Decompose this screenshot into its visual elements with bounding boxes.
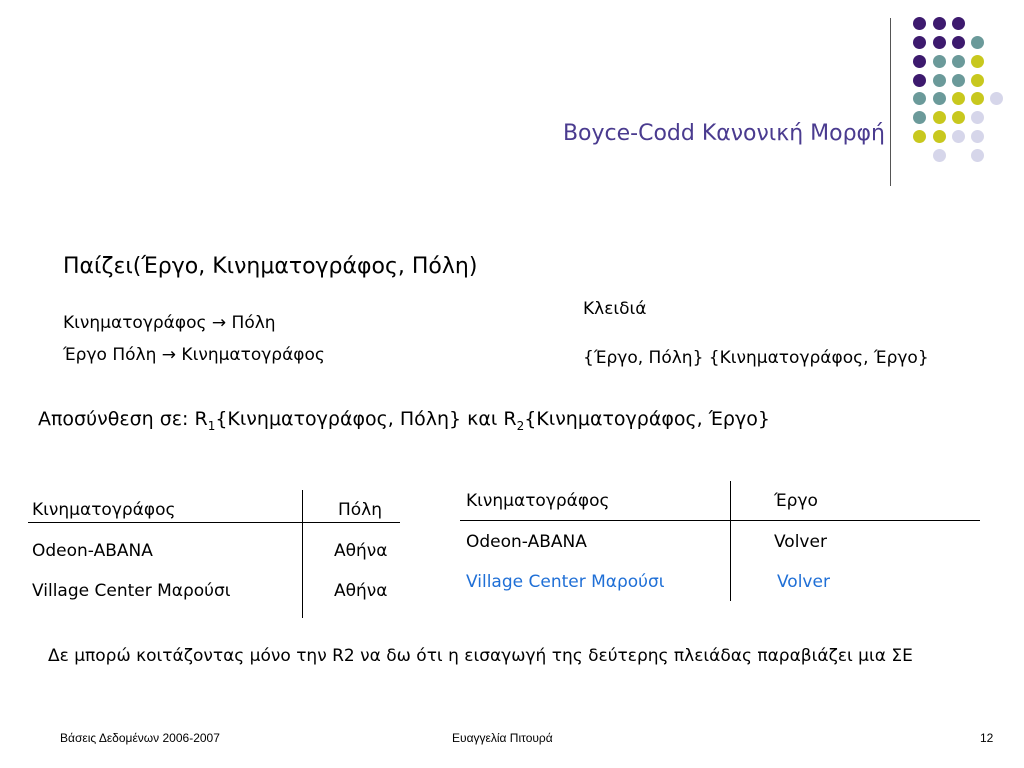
arrow-icon: → bbox=[161, 345, 177, 365]
table-header: Έργο bbox=[774, 491, 818, 511]
dot bbox=[933, 130, 946, 143]
dot bbox=[933, 17, 946, 30]
arrow-icon: → bbox=[211, 313, 227, 333]
table-divider-horizontal bbox=[460, 520, 980, 521]
keys-label: Κλειδιά bbox=[583, 299, 647, 319]
table-cell: Village Center Μαρούσι bbox=[32, 581, 231, 601]
dot bbox=[933, 36, 946, 49]
table-divider-vertical bbox=[730, 481, 731, 601]
dot bbox=[971, 111, 984, 124]
functional-dependency bbox=[63, 345, 325, 365]
dot bbox=[952, 17, 965, 30]
subscript-2: 2 bbox=[516, 418, 525, 433]
dot bbox=[913, 55, 926, 68]
dot bbox=[971, 55, 984, 68]
decomposition-prefix: Αποσύνθεση σε: R bbox=[38, 408, 208, 430]
table-header: Κινηματογράφος bbox=[466, 491, 610, 511]
dot bbox=[913, 36, 926, 49]
dot bbox=[971, 130, 984, 143]
decomposition-suffix: {Κινηματογράφος, Έργο} bbox=[524, 408, 770, 430]
fd-lhs: Κινηματογράφος bbox=[63, 313, 207, 333]
dot bbox=[913, 92, 926, 105]
dot bbox=[952, 74, 965, 87]
subscript-1: 1 bbox=[207, 418, 216, 433]
decorative-dot-grid bbox=[0, 0, 1024, 200]
table-cell-highlighted: Village Center Μαρούσι bbox=[466, 572, 665, 592]
footer-center: Ευαγγελία Πιτουρά bbox=[452, 731, 553, 745]
relation-schema: Παίζει(Έργο, Κινηματογράφος, Πόλη) bbox=[63, 254, 478, 279]
dot bbox=[933, 74, 946, 87]
dot bbox=[952, 111, 965, 124]
footer-left: Βάσεις Δεδομένων 2006-2007 bbox=[60, 731, 220, 745]
functional-dependency bbox=[63, 313, 276, 333]
dot bbox=[971, 36, 984, 49]
dot bbox=[913, 111, 926, 124]
dot bbox=[952, 55, 965, 68]
candidate-keys: {Έργο, Πόλη} {Κινηματογράφος, Έργο} bbox=[583, 348, 929, 368]
table-cell: Αθήνα bbox=[334, 581, 388, 601]
table-header: Κινηματογράφος bbox=[32, 500, 176, 520]
fd-lhs: Έργο Πόλη bbox=[63, 345, 157, 365]
table-cell: Αθήνα bbox=[334, 541, 388, 561]
dot bbox=[933, 92, 946, 105]
dot bbox=[952, 130, 965, 143]
table-divider-vertical bbox=[302, 490, 303, 618]
dot bbox=[913, 130, 926, 143]
decomposition bbox=[38, 408, 770, 433]
note-text: Δε μπορώ κοιτάζοντας μόνο την R2 να δω ότι η εισαγωγή της δεύτερης πλειάδας παραβιάζει μια ΣΕ bbox=[48, 646, 913, 666]
table-header: Πόλη bbox=[338, 500, 383, 520]
decomposition-mid: {Κινηματογράφος, Πόλη} και R bbox=[215, 408, 517, 430]
dot bbox=[971, 92, 984, 105]
dot bbox=[933, 55, 946, 68]
dot bbox=[971, 149, 984, 162]
table-divider-horizontal bbox=[28, 522, 400, 523]
page-number: 12 bbox=[980, 731, 994, 745]
dot bbox=[952, 92, 965, 105]
dot bbox=[933, 111, 946, 124]
dot bbox=[913, 74, 926, 87]
dot bbox=[933, 149, 946, 162]
table-cell: Odeon-ABANA bbox=[466, 532, 587, 552]
slide-title: Boyce-Codd Κανονική Μορφή bbox=[562, 121, 885, 146]
table-cell-highlighted: Volver bbox=[777, 572, 830, 592]
dot bbox=[990, 92, 1003, 105]
table-cell: Odeon-ABANA bbox=[32, 541, 153, 561]
dot bbox=[913, 17, 926, 30]
dot bbox=[952, 36, 965, 49]
title-divider bbox=[890, 18, 891, 186]
table-cell: Volver bbox=[774, 532, 827, 552]
dot bbox=[971, 74, 984, 87]
fd-rhs: Κινηματογράφος bbox=[181, 345, 325, 365]
fd-rhs: Πόλη bbox=[231, 313, 276, 333]
